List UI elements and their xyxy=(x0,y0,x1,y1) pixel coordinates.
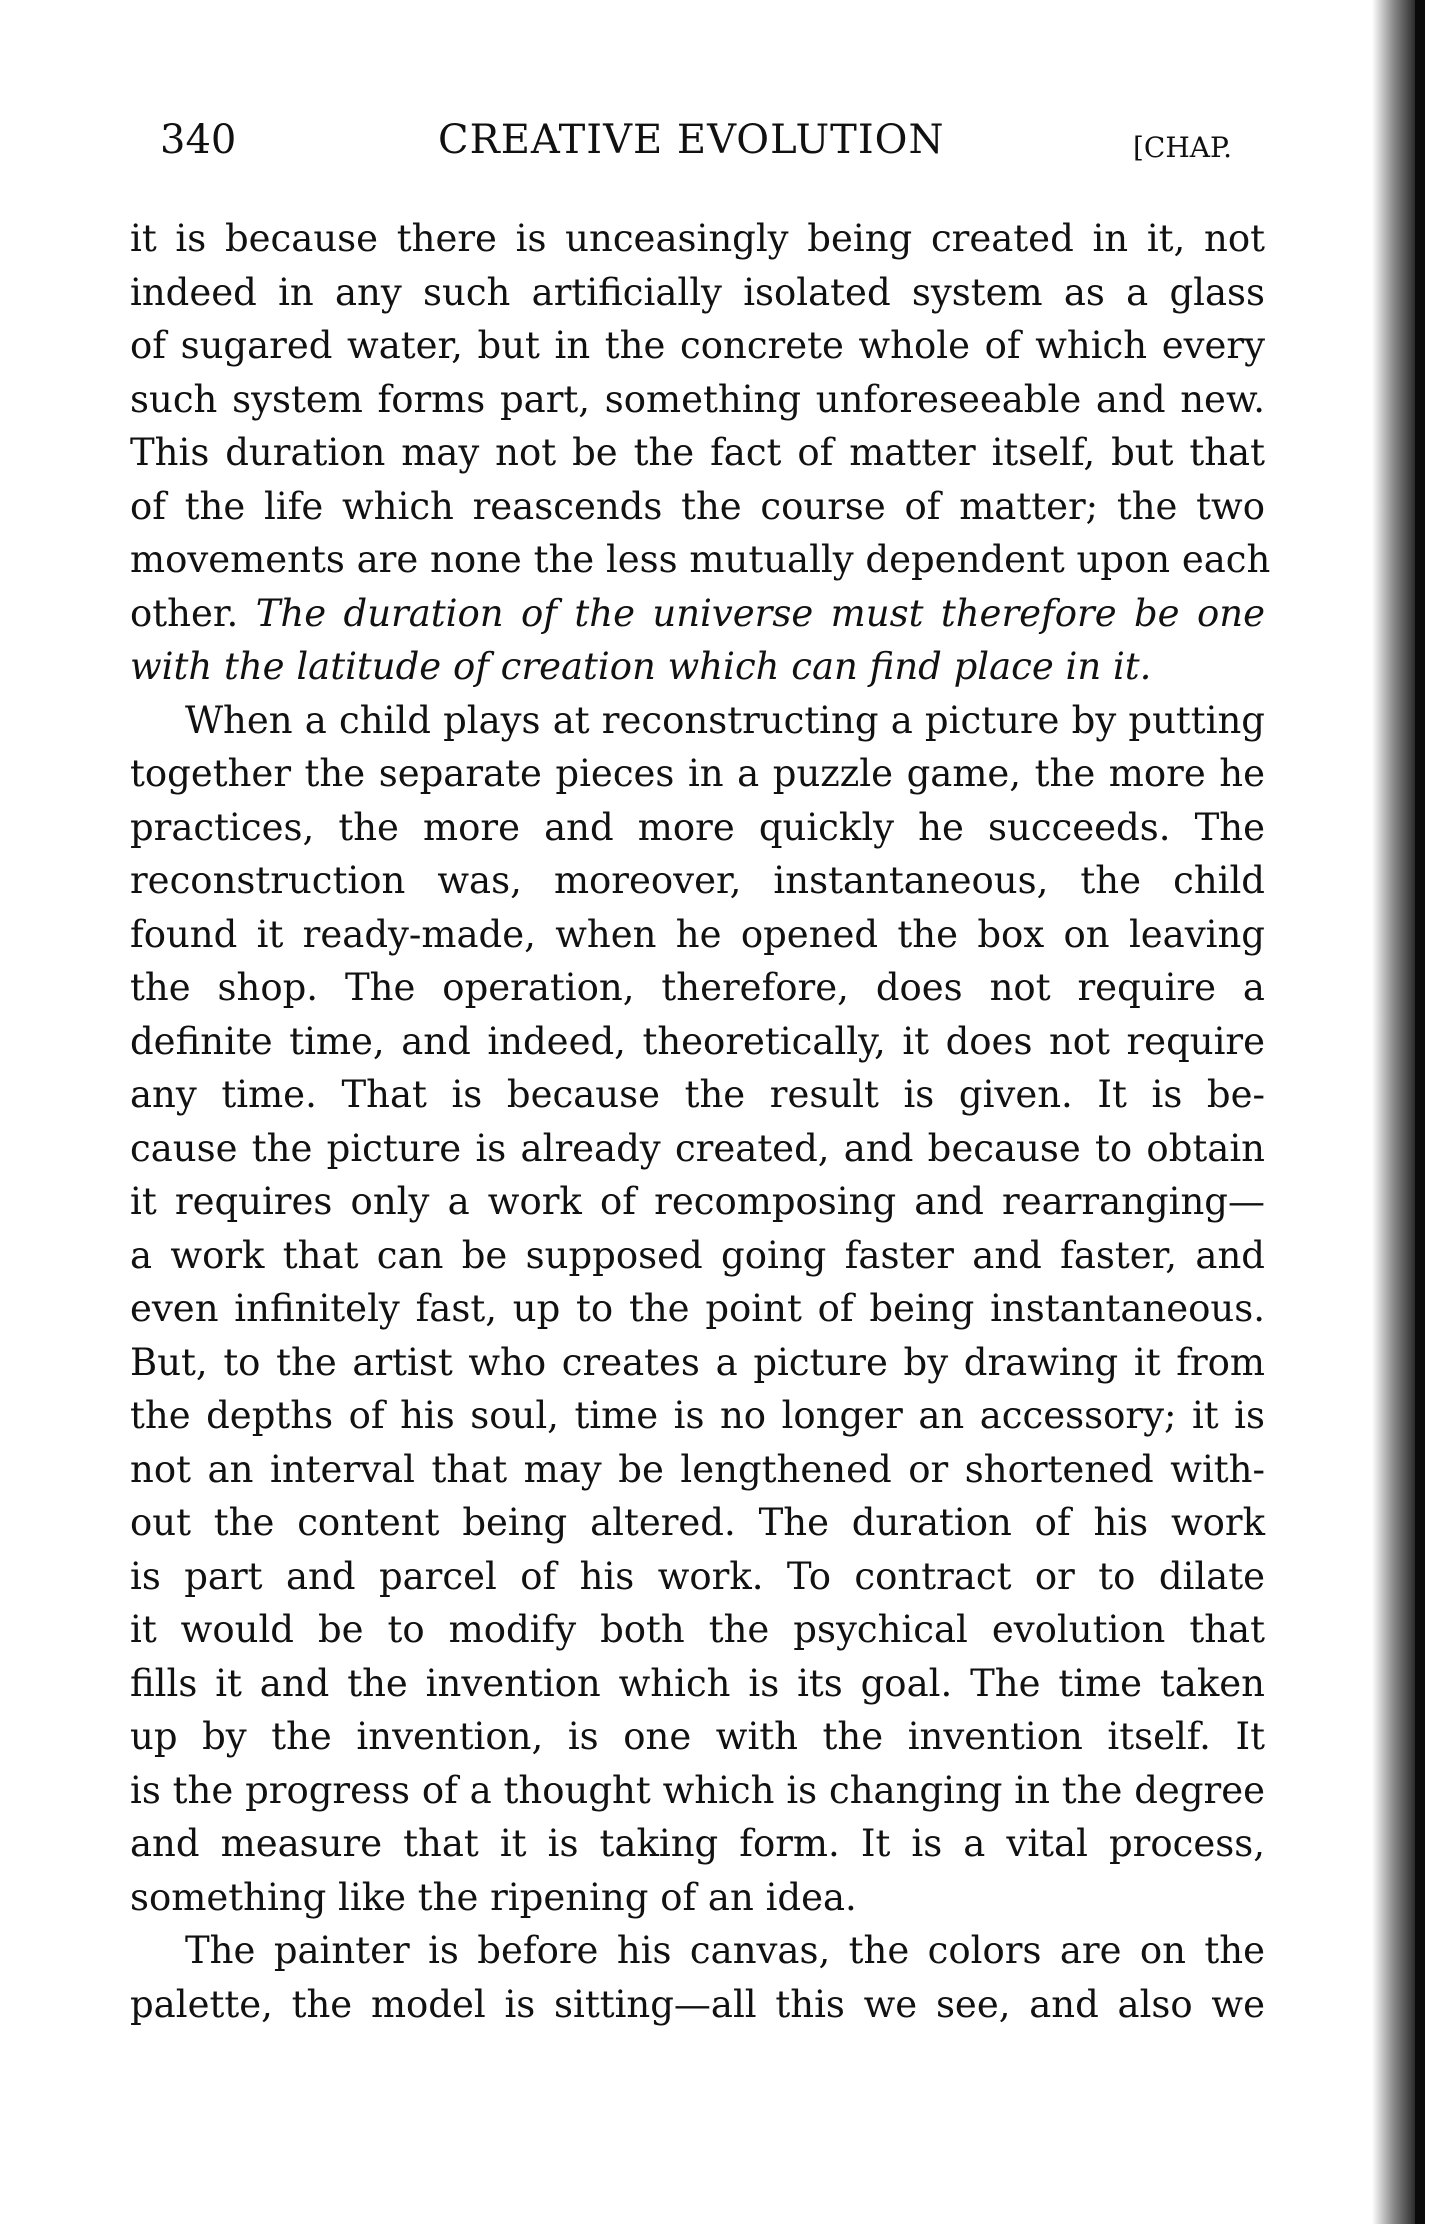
chapter-mark: [CHAP. xyxy=(1133,131,1233,164)
page-number: 340 xyxy=(160,117,237,163)
paragraph-start-line: When a child plays at reconstructing a picture by putting xyxy=(185,698,1265,742)
text-line: is the progress of a thought which is changing in the degree xyxy=(130,1768,1265,1812)
text-line: found it ready-made, when he opened the box on leaving xyxy=(130,912,1265,956)
text-line: of sugared water, but in the concrete whole of which every xyxy=(130,324,1265,367)
text-line: movements are none the less mutually dependent upon each xyxy=(130,538,1271,581)
text-line: even infinitely fast, up to the point of being instantaneous. xyxy=(130,1287,1265,1330)
text-line: something like the ripening of an idea. xyxy=(130,1875,857,1919)
italic-fragment: The duration of the universe must therefore be one xyxy=(255,591,1266,635)
text-line: any time. That is because the result is given. It is be- xyxy=(130,1073,1265,1116)
text-line: But, to the artist who creates a picture by drawing it from xyxy=(130,1340,1265,1384)
text-line: cause the picture is already created, and because to obtain xyxy=(130,1126,1265,1170)
text-line: up by the invention, is one with the invention itself. It xyxy=(130,1715,1265,1758)
running-head: CREATIVE EVOLUTION xyxy=(438,117,945,163)
text-line: it requires only a work of recomposing and rearranging— xyxy=(130,1180,1265,1223)
text-line: together the separate pieces in a puzzle game, the more he xyxy=(130,752,1265,795)
text-line: such system forms part, something unforeseeable and new. xyxy=(130,377,1265,421)
binding-line xyxy=(1415,0,1425,2224)
text-line-italic: with the latitude of creation which can find place in it. xyxy=(130,645,1152,688)
text-line: definite time, and indeed, theoretically, it does not require xyxy=(130,1019,1265,1063)
text-line: out the content being altered. The duration of his work xyxy=(130,1501,1265,1544)
text-line: and measure that it is taking form. It is a vital process, xyxy=(130,1822,1265,1865)
text-line: of the life which reascends the course of matter; the two xyxy=(130,484,1265,528)
text-line: it is because there is unceasingly being created in it, not xyxy=(130,217,1265,260)
text-line: the depths of his soul, time is no longer an accessory; it is xyxy=(130,1394,1265,1437)
text-line: This duration may not be the fact of matter itself, but that xyxy=(130,431,1265,474)
text-line: indeed in any such artificially isolated system as a glass xyxy=(130,270,1265,314)
text-line-mixed xyxy=(130,587,1265,641)
text-line: the shop. The operation, therefore, does not require a xyxy=(130,966,1265,1009)
text-line: practices, the more and more quickly he succeeds. The xyxy=(130,805,1265,849)
binding-shadow xyxy=(1372,0,1420,2224)
text-line: it would be to modify both the psychical evolution that xyxy=(130,1608,1265,1651)
text-fragment: other. xyxy=(130,591,239,635)
page-header xyxy=(148,110,1248,170)
text-line: a work that can be supposed going faster and faster, and xyxy=(130,1233,1265,1277)
body-text xyxy=(130,212,1271,2031)
text-line: not an interval that may be lengthened or shortened with- xyxy=(130,1447,1265,1491)
paragraph-start-line: The painter is before his canvas, the colors are on the xyxy=(185,1929,1265,1972)
text-line: fills it and the invention which is its goal. The time taken xyxy=(130,1661,1265,1705)
text-line: reconstruction was, moreover, instantaneous, the child xyxy=(130,859,1265,902)
text-line: palette, the model is sitting—all this we see, and also we xyxy=(130,1982,1265,2026)
text-line: is part and parcel of his work. To contract or to dilate xyxy=(130,1554,1265,1598)
